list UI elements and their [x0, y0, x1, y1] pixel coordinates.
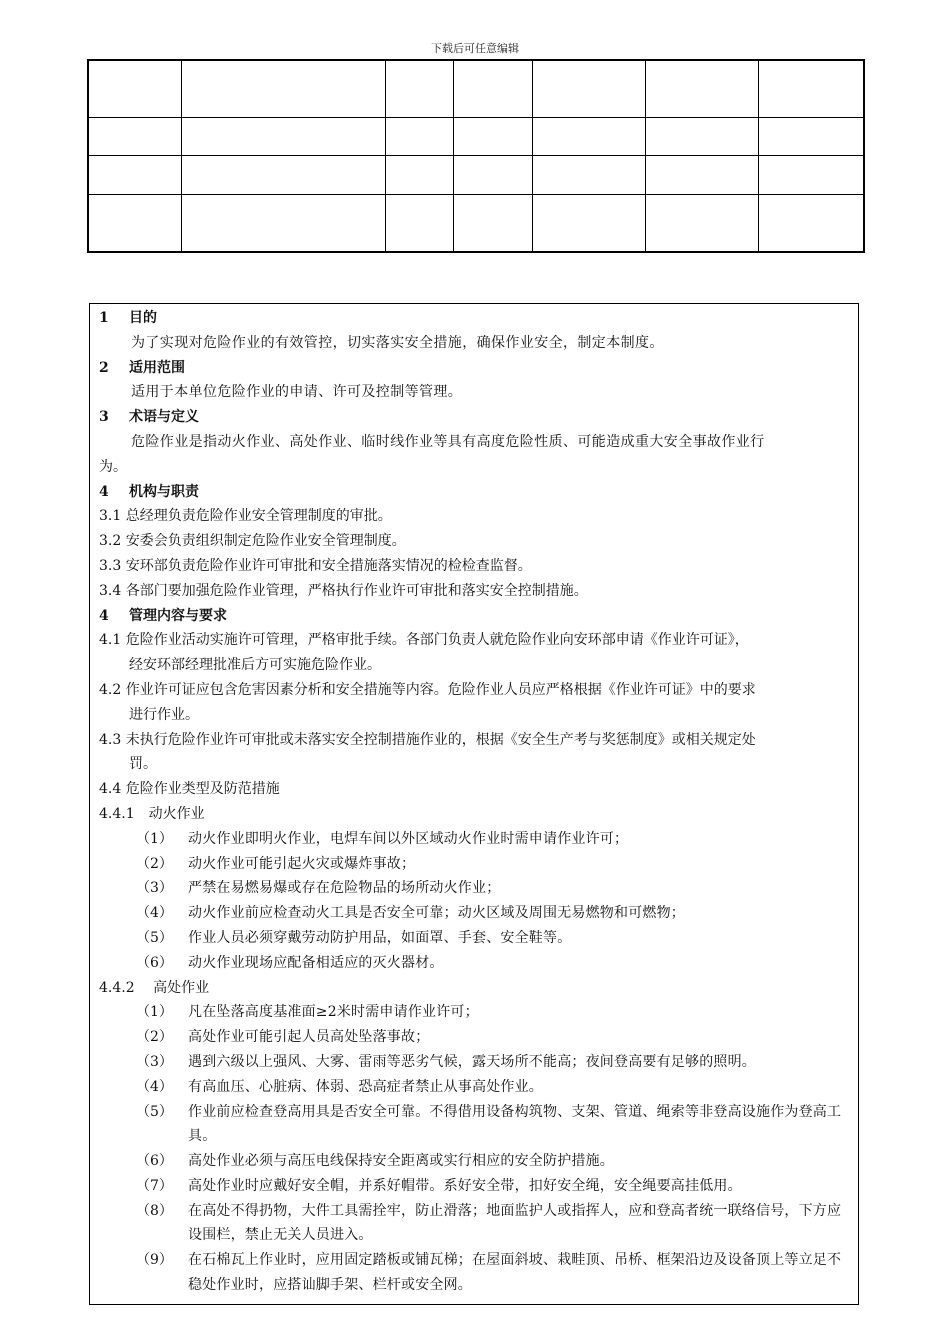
table-cell: [758, 118, 864, 156]
item-number: （2）: [136, 855, 173, 872]
table-cell: [532, 60, 645, 118]
item-number: （6）: [136, 954, 173, 971]
hazard-types-title: 4.4 危险作业类型及防范措施: [99, 781, 280, 798]
clause-line2: 经安环部经理批准后方可实施危险作业。: [129, 657, 381, 674]
table-cell: [181, 60, 385, 118]
section-heading-requirements: [99, 604, 851, 629]
item-text: 动火作业前应检查动火工具是否安全可靠；动火区域及周围无易燃物和可燃物；: [188, 905, 685, 922]
table-cell: [453, 156, 532, 194]
section-title: 目的: [129, 310, 157, 326]
table-cell: [88, 194, 181, 252]
item-number: （3）: [136, 1053, 173, 1070]
section-title: 适用范围: [129, 359, 185, 376]
table-cell: [645, 60, 758, 118]
item-text: 高处作业必须与高压电线保持安全距离或实行相应的安全防护措施。: [188, 1153, 614, 1170]
item-number: （9）: [136, 1252, 173, 1269]
section-number: 2: [99, 359, 109, 376]
item-text: 高处作业时应戴好安全帽，并系好帽带。系好安全带，扣好安全绳，安全绳要高挂低用。: [188, 1177, 742, 1194]
clause-line1: 4.1 危险作业活动实施许可管理，严格审批手续。各部门负责人就危险作业向安环部申请《作业许可证》，: [99, 632, 749, 649]
item-number: （1）: [136, 1004, 173, 1021]
table-cell: [181, 194, 385, 252]
table-cell: [532, 156, 645, 194]
table-cell: [88, 118, 181, 156]
table-cell: [181, 118, 385, 156]
list-item: 3.2 安委会负责组织制定危险作业安全管理制度。: [99, 533, 406, 550]
table-cell: [385, 118, 453, 156]
list-item: [99, 876, 851, 901]
item-number: （8）: [136, 1202, 173, 1219]
section-number: 1: [99, 310, 109, 326]
item-number: （5）: [136, 929, 173, 946]
scope-text: 适用于本单位危险作业的申请、许可及控制等管理。: [131, 384, 463, 401]
item-text: 高处作业可能引起人员高处坠落事故；: [188, 1029, 430, 1046]
table-cell: [645, 118, 758, 156]
list-item: 3.4 各部门要加强危险作业管理，严格执行作业许可审批和落实安全控制措施。: [99, 582, 588, 599]
list-item: [99, 1199, 851, 1249]
list-item: [99, 1025, 851, 1050]
purpose-text: 为了实现对危险作业的有效管控，切实落实安全措施，确保作业安全，制定本制度。: [131, 334, 664, 351]
item-number: （2）: [136, 1029, 173, 1046]
list-item: [99, 1000, 851, 1025]
table-cell: [758, 156, 864, 194]
empty-form-table: [87, 59, 865, 253]
item-text: 遇到六级以上强风、大雾、雷雨等恶劣气候，露天场所不能高；夜间登高要有足够的照明。: [188, 1053, 756, 1070]
item-number: （6）: [136, 1153, 173, 1170]
clause-line2: 进行作业。: [129, 706, 199, 723]
item-text: 在高处不得扔物，大件工具需拴牢，防止滑落；地面监护人或指挥人，应和登高者统一联络信号，下方应设围栏，禁止无关人员进入。: [188, 1202, 842, 1244]
table-row: [88, 118, 864, 156]
table-cell: [88, 60, 181, 118]
item-text: 在石棉瓦上作业时，应用固定踏板或铺瓦梯；在屋面斜坡、栽畦顶、吊桥、框架沿边及设备顶上等立足不稳处作业时，应搭讪脚手架、栏杆或安全网。: [188, 1252, 842, 1294]
table-row: [88, 60, 864, 118]
table-cell: [645, 156, 758, 194]
table-cell: [181, 156, 385, 194]
table-row: [88, 194, 864, 252]
table-row: [88, 156, 864, 194]
download-watermark: 下载后可任意编辑: [431, 42, 519, 55]
list-item: [99, 1075, 851, 1100]
list-item: 3.3 安环部负责危险作业许可审批和安全措施落实情况的检检查监督。: [99, 557, 532, 574]
clause-line2: 罚。: [129, 756, 157, 773]
section-heading-scope: [99, 356, 851, 381]
list-item: 3.1 总经理负责危险作业安全管理制度的审批。: [99, 508, 392, 525]
list-item: [99, 951, 851, 976]
item-text: 严禁在易燃易爆或存在危险物品的场所动火作业；: [188, 880, 501, 897]
section-title: 管理内容与要求: [129, 607, 227, 624]
list-item: [99, 852, 851, 877]
list-item: [99, 1174, 851, 1199]
list-item: [99, 1149, 851, 1174]
section-number: 4: [99, 483, 109, 500]
list-item: [99, 827, 851, 852]
table-cell: [758, 60, 864, 118]
item-text: 动火作业可能引起火灾或爆炸事故；: [188, 855, 416, 872]
section-number: 4: [99, 607, 109, 624]
item-text: 动火作业现场应配备相适应的灭火器材。: [188, 954, 444, 971]
hot-work-title: 4.4.1 动火作业: [99, 805, 205, 822]
section-title: 机构与职责: [129, 483, 199, 500]
item-number: （7）: [136, 1177, 173, 1194]
table-cell: [453, 60, 532, 118]
item-number: （1）: [136, 830, 173, 847]
section-heading-purpose: [99, 306, 851, 331]
item-number: （3）: [136, 880, 173, 897]
table-cell: [532, 194, 645, 252]
item-text: 作业前应检查登高用具是否安全可靠。不得借用设备构筑物、支架、管道、绳索等非登高设施作为登高工具。: [188, 1103, 842, 1145]
table-cell: [385, 156, 453, 194]
table-cell: [88, 156, 181, 194]
table-cell: [532, 118, 645, 156]
list-item: [99, 1248, 851, 1298]
table-cell: [453, 194, 532, 252]
clause-line1: 4.3 未执行危险作业许可审批或未落实安全控制措施作业的，根据《安全生产考与奖惩制度》或相关规定处: [99, 731, 756, 748]
list-item: [99, 901, 851, 926]
item-text: 凡在坠落高度基准面≥2米时需申请作业许可；: [188, 1004, 479, 1021]
item-number: （5）: [136, 1103, 173, 1120]
table-cell: [645, 194, 758, 252]
table-cell: [385, 194, 453, 252]
table-cell: [453, 118, 532, 156]
clause-line1: 4.2 作业许可证应包含危害因素分析和安全措施等内容。危险作业人员应严格根据《作业许可证》中的要求: [99, 681, 756, 698]
section-number: 3: [99, 409, 109, 426]
definition-text-line1: 危险作业是指动火作业、高处作业、临时线作业等具有高度危险性质、可能造成重大安全事故作业行: [131, 433, 765, 450]
section-title: 术语与定义: [129, 409, 199, 426]
section-heading-definitions: [99, 405, 851, 430]
item-number: （4）: [136, 1078, 173, 1095]
item-text: 动火作业即明火作业，电焊车间以外区域动火作业时需申请作业许可；: [188, 830, 629, 847]
list-item: [99, 926, 851, 951]
list-item: [99, 1050, 851, 1075]
list-item: [99, 1100, 851, 1150]
item-text: 有高血压、心脏病、体弱、恐高症者禁止从事高处作业。: [188, 1078, 543, 1095]
height-work-title: 4.4.2 高处作业: [99, 979, 210, 996]
section-heading-responsibilities: [99, 480, 851, 505]
table-cell: [758, 194, 864, 252]
table-cell: [385, 60, 453, 118]
regulation-body: [99, 306, 851, 1298]
item-text: 作业人员必须穿戴劳动防护用品，如面罩、手套、安全鞋等。: [188, 929, 572, 946]
item-number: （4）: [136, 905, 173, 922]
definition-text-line2: 为。: [99, 458, 127, 475]
